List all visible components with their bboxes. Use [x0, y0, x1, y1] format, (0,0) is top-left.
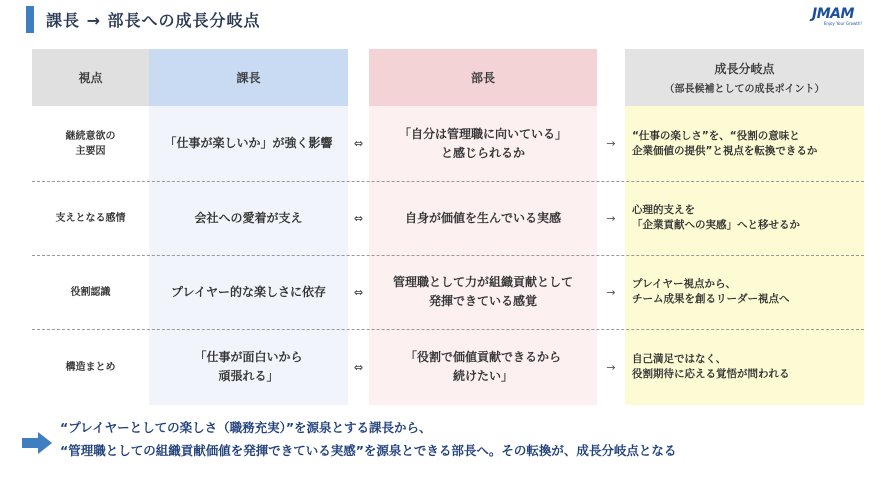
right-arrow-icon: → — [606, 285, 616, 299]
header-bucho — [369, 49, 597, 106]
conclusion-footer — [22, 412, 872, 472]
row-growth-text: 自己満足ではなく、 役割期待に応える覚悟が問われる — [632, 353, 790, 380]
logo-wordmark: JMAM — [812, 6, 854, 22]
row-growth-text: プレイヤー視点から、 チーム成果を創るリーダー視点へ — [632, 278, 790, 305]
row-view-label: 継続意欲の 主要因 — [65, 130, 116, 157]
right-arrow-icon: → — [606, 137, 616, 150]
bidirectional-arrow-icon: ⇔ — [353, 211, 364, 225]
row-kacho-text: 「仕事が面白いから 頑張れる」 — [194, 350, 303, 383]
row-bucho-text: 管理職として力が組織貢献として 発揮できている感覚 — [392, 275, 573, 308]
conclusion-line-2: “管理職としての組織貢献価値を発揮できている実感”を源泉とできる部長へ。その転換が、成長分岐点となる — [60, 443, 677, 458]
row-bucho-text: 「役割で価値貢献できるから 続けたい」 — [404, 350, 561, 383]
bidirectional-arrow-icon: ⇔ — [353, 360, 364, 374]
row-bucho-text: 自身が価値を生んでいる実感 — [404, 210, 561, 225]
row-kacho-text: 会社への愛着が支え — [194, 210, 303, 225]
conclusion-text — [60, 416, 676, 462]
header-growth-title: 成長分岐点 — [714, 62, 775, 76]
table-row — [32, 255, 864, 329]
right-arrow-icon: → — [606, 360, 616, 374]
header-kacho — [149, 49, 348, 106]
title-accent-bar — [26, 6, 34, 33]
table-row — [32, 106, 864, 181]
logo-tagline: Enjoy Your Growth! — [823, 21, 862, 26]
row-view-label: 構造まとめ — [65, 361, 116, 373]
conclusion-line-1: “プレイヤーとしての楽しさ（職務充実）”を源泉とする課長から、 — [60, 420, 432, 435]
jmam-logo — [812, 7, 862, 29]
bidirectional-arrow-icon: ⇔ — [353, 285, 364, 299]
row-bucho-text: 「自分は管理職に向いている」 と感じられるか — [398, 126, 567, 160]
bidirectional-arrow-icon: ⇔ — [353, 137, 364, 150]
header-kacho-label: 課長 — [236, 71, 261, 85]
table-row — [32, 181, 864, 255]
conclusion-arrow-icon — [22, 432, 52, 454]
row-view-label: 役割認識 — [70, 286, 111, 298]
header-growth-subtitle: （部長候補としての成長ポイント） — [664, 84, 825, 95]
right-arrow-icon: → — [606, 211, 616, 225]
row-kacho-text: プレイヤー的な楽しさに依存 — [171, 284, 326, 299]
header-view — [32, 49, 149, 106]
row-growth-text: “仕事の楽しさ”を、“役割の意味と 企業価値の提供”と視点を転換できるか — [632, 129, 818, 157]
header-bucho-label: 部長 — [470, 71, 495, 85]
header-growth — [625, 49, 864, 106]
slide-title-bar — [26, 5, 261, 33]
row-growth-text: 心理的支えを 「企業貢献への実感」へと移せるか — [632, 204, 800, 231]
header-view-label: 視点 — [78, 71, 103, 85]
slide-title: 課長 → 部長への成長分岐点 — [46, 10, 261, 30]
row-view-label: 支えとなる感情 — [55, 212, 126, 224]
table-row — [32, 329, 864, 405]
row-kacho-text: 「仕事が楽しいか」が強く影響 — [164, 136, 333, 150]
